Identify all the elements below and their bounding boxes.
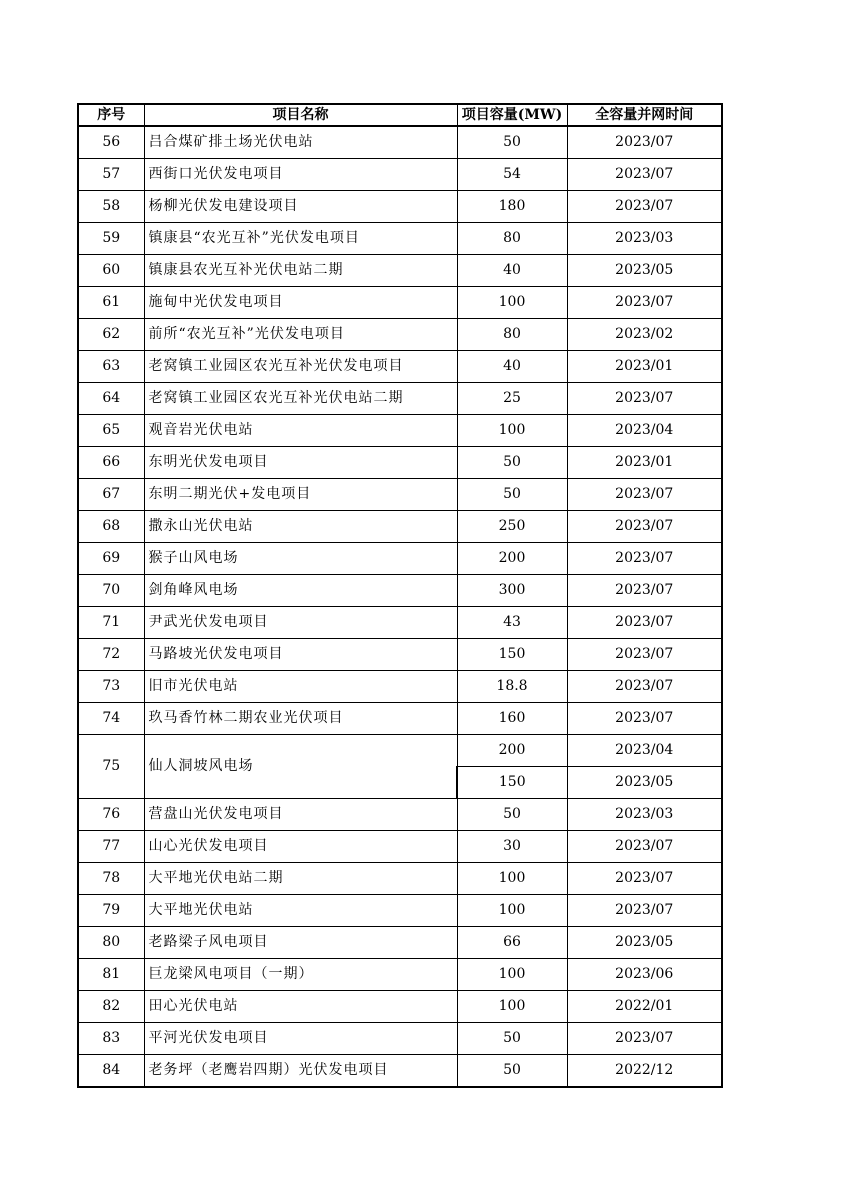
table-row [78, 191, 722, 223]
row-number: 68 [78, 511, 144, 543]
project-capacity: 18.8 [457, 671, 567, 703]
grid-connection-date: 2022/12 [567, 1055, 722, 1088]
table-row [78, 1055, 722, 1088]
grid-connection-date: 2023/07 [567, 479, 722, 511]
project-name: 西街口光伏发电项目 [144, 159, 457, 191]
grid-connection-date: 2023/05 [567, 255, 722, 287]
table-row [78, 287, 722, 319]
row-number: 76 [78, 799, 144, 831]
grid-connection-date: 2023/07 [567, 639, 722, 671]
project-name: 老路梁子风电项目 [144, 927, 457, 959]
project-name: 巨龙梁风电项目（一期） [144, 959, 457, 991]
grid-connection-date: 2023/03 [567, 223, 722, 255]
row-number: 73 [78, 671, 144, 703]
row-number: 63 [78, 351, 144, 383]
grid-connection-date: 2023/07 [567, 831, 722, 863]
project-name: 吕合煤矿排土场光伏电站 [144, 126, 457, 159]
project-name: 东明二期光伏+发电项目 [144, 479, 457, 511]
header-no: 序号 [78, 104, 144, 126]
table-row [78, 671, 722, 703]
project-capacity: 250 [457, 511, 567, 543]
project-capacity: 50 [457, 1055, 567, 1088]
row-number: 60 [78, 255, 144, 287]
row-number: 58 [78, 191, 144, 223]
grid-connection-date: 2022/01 [567, 991, 722, 1023]
table-row [78, 479, 722, 511]
project-capacity: 100 [457, 863, 567, 895]
header-row [78, 104, 722, 126]
grid-connection-date: 2023/07 [567, 895, 722, 927]
project-name: 仙人洞坡风电场 [144, 735, 457, 799]
row-number: 59 [78, 223, 144, 255]
row-number: 56 [78, 126, 144, 159]
grid-connection-date: 2023/07 [567, 191, 722, 223]
table-row [78, 223, 722, 255]
row-number: 71 [78, 607, 144, 639]
project-capacity: 80 [457, 319, 567, 351]
row-number: 69 [78, 543, 144, 575]
project-capacity: 160 [457, 703, 567, 735]
table-row [78, 511, 722, 543]
project-name: 镇康县“农光互补”光伏发电项目 [144, 223, 457, 255]
row-number: 67 [78, 479, 144, 511]
project-name: 玖马香竹林二期农业光伏项目 [144, 703, 457, 735]
grid-connection-date: 2023/04 [567, 415, 722, 447]
project-name: 杨柳光伏发电建设项目 [144, 191, 457, 223]
project-capacity: 200 [457, 543, 567, 575]
table-row [78, 991, 722, 1023]
row-number: 84 [78, 1055, 144, 1088]
header-capacity: 项目容量(MW) [457, 104, 567, 126]
row-number: 83 [78, 1023, 144, 1055]
table-row [78, 351, 722, 383]
table-row [78, 735, 722, 767]
table-row [78, 607, 722, 639]
project-capacity: 100 [457, 415, 567, 447]
grid-connection-date: 2023/02 [567, 319, 722, 351]
grid-connection-date: 2023/07 [567, 863, 722, 895]
project-name: 旧市光伏电站 [144, 671, 457, 703]
project-capacity: 40 [457, 255, 567, 287]
table-row [78, 799, 722, 831]
table-row [78, 1023, 722, 1055]
project-name: 剑角峰风电场 [144, 575, 457, 607]
project-capacity: 100 [457, 895, 567, 927]
project-name: 观音岩光伏电站 [144, 415, 457, 447]
grid-connection-date: 2023/07 [567, 703, 722, 735]
grid-connection-date: 2023/07 [567, 671, 722, 703]
header-grid-date: 全容量并网时间 [567, 104, 722, 126]
project-capacity: 180 [457, 191, 567, 223]
table-row [78, 255, 722, 287]
row-number: 65 [78, 415, 144, 447]
row-number: 64 [78, 383, 144, 415]
table-row [78, 639, 722, 671]
project-capacity: 100 [457, 287, 567, 319]
row-number: 61 [78, 287, 144, 319]
table-row [78, 383, 722, 415]
table-body [78, 126, 722, 1087]
table-row [78, 319, 722, 351]
project-capacity: 300 [457, 575, 567, 607]
row-number: 80 [78, 927, 144, 959]
table-row [78, 575, 722, 607]
table-row [78, 159, 722, 191]
table-row [78, 703, 722, 735]
table-row [78, 927, 722, 959]
grid-connection-date: 2023/07 [567, 511, 722, 543]
grid-connection-date: 2023/07 [567, 126, 722, 159]
row-number: 66 [78, 447, 144, 479]
project-capacity: 66 [457, 927, 567, 959]
row-number: 70 [78, 575, 144, 607]
project-name: 平河光伏发电项目 [144, 1023, 457, 1055]
project-name: 山心光伏发电项目 [144, 831, 457, 863]
project-name: 大平地光伏电站二期 [144, 863, 457, 895]
table-row [78, 863, 722, 895]
grid-connection-date: 2023/07 [567, 607, 722, 639]
project-capacity: 30 [457, 831, 567, 863]
project-capacity: 54 [457, 159, 567, 191]
project-name: 田心光伏电站 [144, 991, 457, 1023]
project-capacity: 80 [457, 223, 567, 255]
table-row [78, 959, 722, 991]
grid-connection-date: 2023/07 [567, 1023, 722, 1055]
table-row [78, 415, 722, 447]
project-name: 东明光伏发电项目 [144, 447, 457, 479]
project-capacity: 100 [457, 991, 567, 1023]
grid-connection-date: 2023/06 [567, 959, 722, 991]
header-name: 项目名称 [144, 104, 457, 126]
project-capacity: 43 [457, 607, 567, 639]
project-name: 施甸中光伏发电项目 [144, 287, 457, 319]
table-row [78, 126, 722, 159]
project-capacity: 50 [457, 799, 567, 831]
project-name: 镇康县农光互补光伏电站二期 [144, 255, 457, 287]
grid-connection-date: 2023/05 [567, 767, 722, 799]
project-capacity: 50 [457, 447, 567, 479]
grid-connection-date: 2023/07 [567, 383, 722, 415]
grid-connection-date: 2023/07 [567, 575, 722, 607]
project-capacity: 150 [457, 639, 567, 671]
table-row [78, 831, 722, 863]
project-name: 尹武光伏发电项目 [144, 607, 457, 639]
project-name: 老务坪（老鹰岩四期）光伏发电项目 [144, 1055, 457, 1088]
row-number: 78 [78, 863, 144, 895]
grid-connection-date: 2023/07 [567, 543, 722, 575]
row-number: 75 [78, 735, 144, 799]
project-name: 撒永山光伏电站 [144, 511, 457, 543]
project-capacity: 100 [457, 959, 567, 991]
row-number: 74 [78, 703, 144, 735]
table-row [78, 447, 722, 479]
project-name: 猴子山风电场 [144, 543, 457, 575]
project-table [77, 103, 723, 1088]
row-number: 57 [78, 159, 144, 191]
project-capacity: 200 [457, 735, 567, 767]
grid-connection-date: 2023/01 [567, 351, 722, 383]
row-number: 77 [78, 831, 144, 863]
grid-connection-date: 2023/07 [567, 287, 722, 319]
row-number: 72 [78, 639, 144, 671]
grid-connection-date: 2023/05 [567, 927, 722, 959]
project-name: 营盘山光伏发电项目 [144, 799, 457, 831]
table-row [78, 895, 722, 927]
project-name: 前所“农光互补”光伏发电项目 [144, 319, 457, 351]
project-name: 老窝镇工业园区农光互补光伏电站二期 [144, 383, 457, 415]
project-capacity: 50 [457, 479, 567, 511]
grid-connection-date: 2023/01 [567, 447, 722, 479]
table-row [78, 543, 722, 575]
grid-connection-date: 2023/03 [567, 799, 722, 831]
row-number: 82 [78, 991, 144, 1023]
project-capacity: 50 [457, 1023, 567, 1055]
project-capacity: 25 [457, 383, 567, 415]
project-capacity: 150 [457, 767, 567, 799]
project-name: 老窝镇工业园区农光互补光伏发电项目 [144, 351, 457, 383]
row-number: 79 [78, 895, 144, 927]
row-number: 81 [78, 959, 144, 991]
project-name: 大平地光伏电站 [144, 895, 457, 927]
grid-connection-date: 2023/07 [567, 159, 722, 191]
row-number: 62 [78, 319, 144, 351]
project-capacity: 50 [457, 126, 567, 159]
grid-connection-date: 2023/04 [567, 735, 722, 767]
project-name: 马路坡光伏发电项目 [144, 639, 457, 671]
project-capacity: 40 [457, 351, 567, 383]
